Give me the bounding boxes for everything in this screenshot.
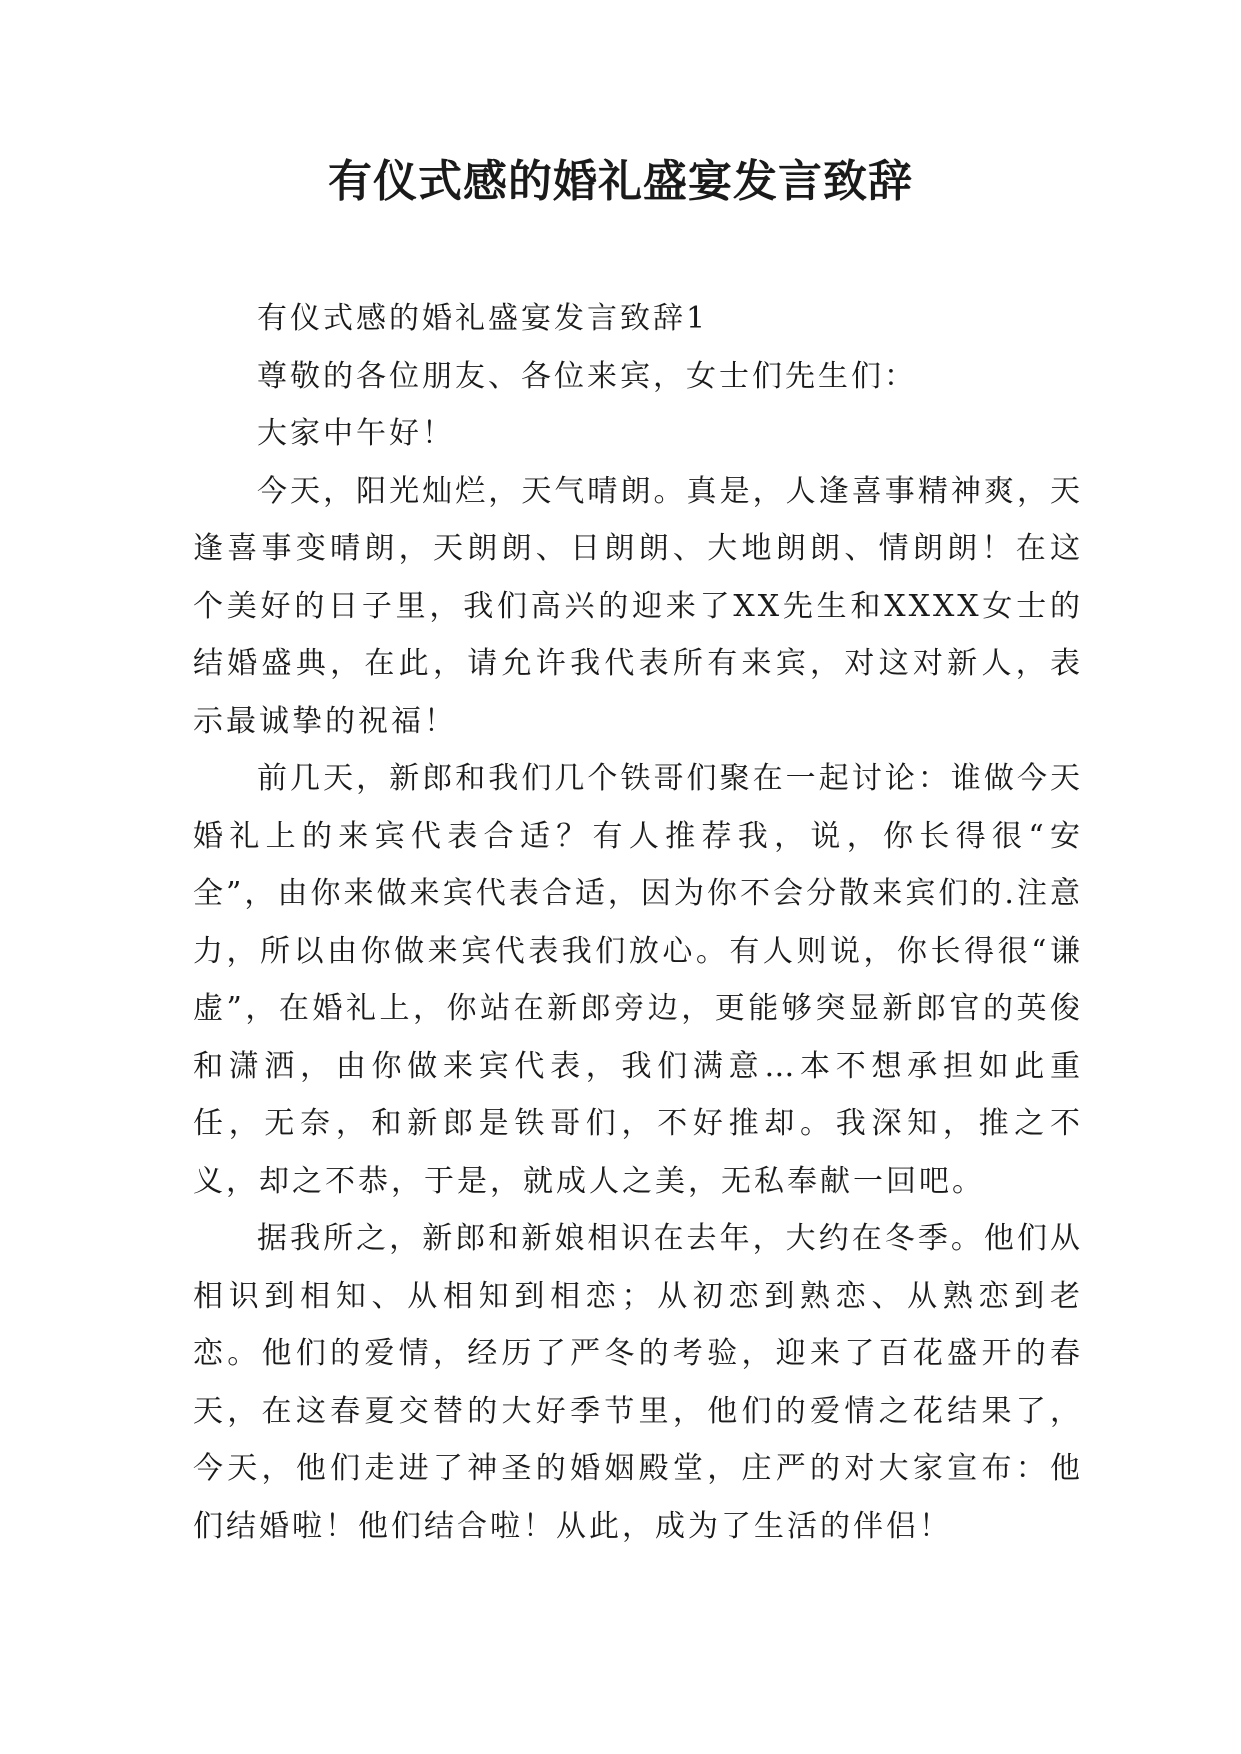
paragraph-opening: 今天，阳光灿烂，天气晴朗。真是，人逢喜事精神爽，天逢喜事变晴朗，天朗朗、日朗朗、大地朗朗、情朗朗！在这个美好的日子里，我们高兴的迎来了XX先生和XXXX女士的结婚盛典，在此，请允许我代表所有来宾，对这对新人，表示最诚挚的祝福！	[193, 473, 1083, 739]
paragraph-anecdote: 前几天，新郎和我们几个铁哥们聚在一起讨论：谁做今天婚礼上的来宾代表合适？有人推荐我，说，你长得很“安全”，由你来做来宾代表合适，因为你不会分散来宾们的.注意力，所以由你做来宾代表我们放心。有人则说，你长得很“谦虚”，在婚礼上，你站在新郎旁边，更能够突显新郎官的英俊和潇洒，由你做来宾代表，我们满意…本不想承担如此重任，无奈，和新郎是铁哥们，不好推却。我深知，推之不义，却之不恭，于是，就成人之美，无私奉献一回吧。	[193, 761, 1083, 1199]
document-body	[193, 290, 1083, 1555]
salutation: 尊敬的各位朋友、各位来宾，女士们先生们：	[257, 358, 917, 394]
document-title: 有仪式感的婚礼盛宴发言致辞	[328, 156, 913, 207]
greeting: 大家中午好！	[257, 416, 455, 451]
paragraph-love-story: 据我所之，新郎和新娘相识在去年，大约在冬季。他们从相识到相知、从相知到相恋；从初恋到熟恋、从熟恋到老恋。他们的爱情，经历了严冬的考验，迎来了百花盛开的春天，在这春夏交替的大好季节里，他们的爱情之花结果了，今天，他们走进了神圣的婚姻殿堂，庄严的对大家宣布：他们结婚啦！他们结合啦！从此，成为了生活的伴侣！	[193, 1221, 1083, 1544]
section-heading: 有仪式感的婚礼盛宴发言致辞1	[257, 301, 709, 336]
